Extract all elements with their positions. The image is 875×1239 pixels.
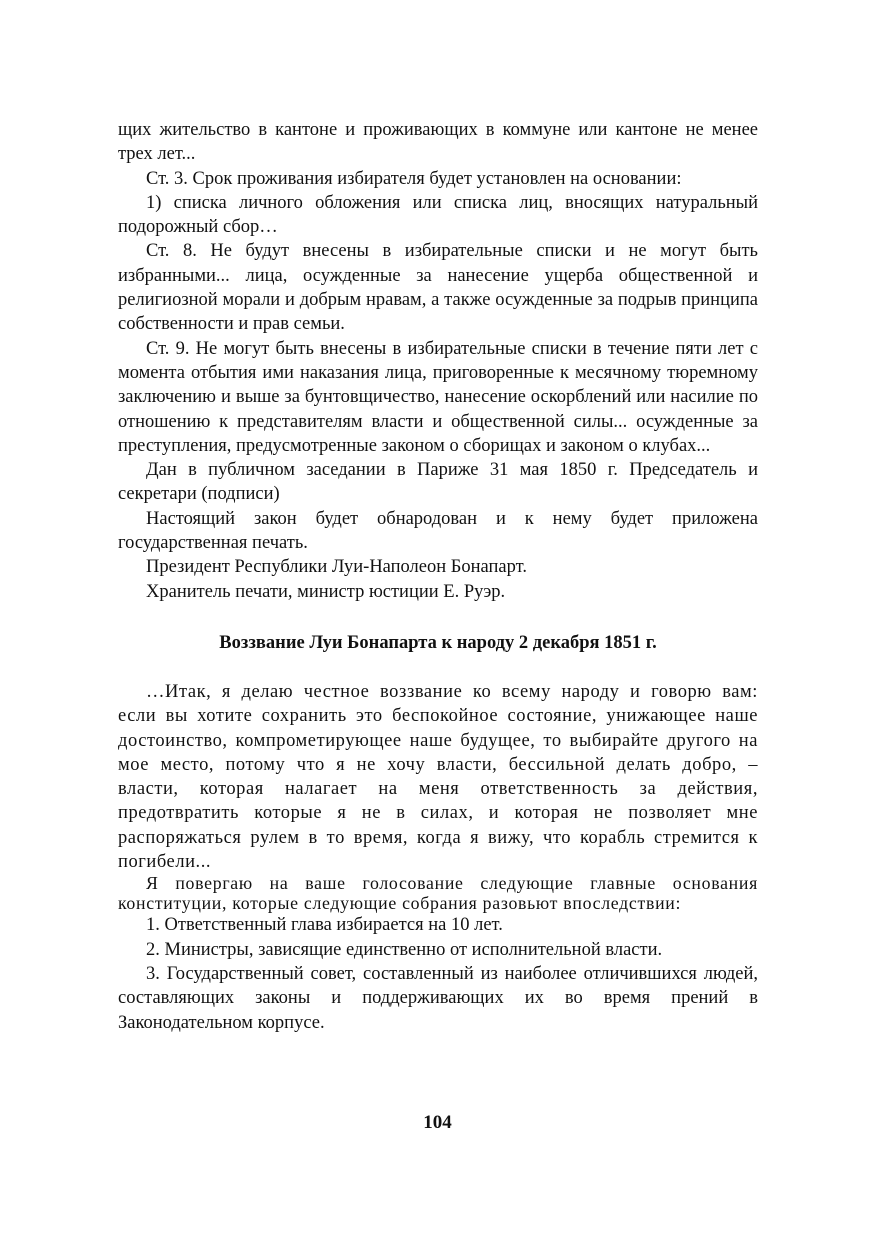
- paragraph-publication: Настоящий закон будет обнародован и к нему будет приложена государственная печать.: [118, 508, 758, 554]
- paragraph-minister: Хранитель печати, министр юстиции Е. Руэр.: [146, 581, 506, 602]
- paragraph-article-3-item-1: 1) списка личного обложения или списка лиц, вносящих натуральный подорожный сбор…: [118, 192, 758, 238]
- paragraph-article-8: Ст. 8. Не будут внесены в избирательные списки и не могут быть избранными... лица, осужденные за нанесение ущерба общественной и религиозной морали и добрым нравам, а также осужденные за подрыв принципа собственности и прав семьи.: [118, 241, 758, 335]
- paragraph-president: Президент Республики Луи-Наполеон Бонапарт.: [146, 557, 527, 578]
- paragraph-article-3: Ст. 3. Срок проживания избирателя будет установлен на основании:: [146, 168, 682, 189]
- page-number: 104: [423, 1112, 452, 1133]
- paragraph-article-9: Ст. 9. Не могут быть внесены в избирательные списки в течение пяти лет с момента отбытия ими наказания лица, приговоренные к месячному тюремному заключению и выше за бунтовщичество, нанесение оскорблений или насилие по отношению к представителям власти и общественной силы... осужденные за преступления, предусмотренные законом о сборищах и законом о клубах...: [118, 338, 758, 456]
- paragraph-signature-date: Дан в публичном заседании в Париже 31 мая 1850 г. Председатель и секретари (подписи): [118, 460, 758, 505]
- list-item-1: 1. Ответственный глава избирается на 10 лет.: [146, 915, 503, 936]
- list-item-2: 2. Министры, зависящие единственно от исполнительной власти.: [146, 939, 663, 960]
- paragraph-proposal: Я повергаю на ваше голосование следующие главные основания конституции, которые следующие собрания разовьют впоследствии:: [118, 873, 758, 913]
- section-heading: Воззвание Луи Бонапарта к народу 2 декабря 1851 г.: [219, 632, 657, 653]
- page-content: [118, 118, 758, 1035]
- paragraph-appeal: …Итак, я делаю честное воззвание ко всему народу и говорю вам: если вы хотите сохранить это беспокойное состояние, унижающее наше достоинство, компрометирующее наше будущее, то выбирайте другого на мое место, потому что я не хочу власти, бессильной делать добро, – власти, которая налагает на меня ответственность за действия, предотвратить которые я не в силах, и которая не позволяет мне распоряжаться рулем в то время, когда я вижу, что корабль стремится к погибели...: [118, 681, 758, 873]
- paragraph-continuation: щих жительство в кантоне и проживающих в коммуне или кантоне не менее трех лет...: [118, 120, 758, 165]
- list-item-3: 3. Государственный совет, составленный из наиболее отличившихся людей, составляющих законы и поддерживающих их во время прений в Законодательном корпусе.: [118, 963, 758, 1033]
